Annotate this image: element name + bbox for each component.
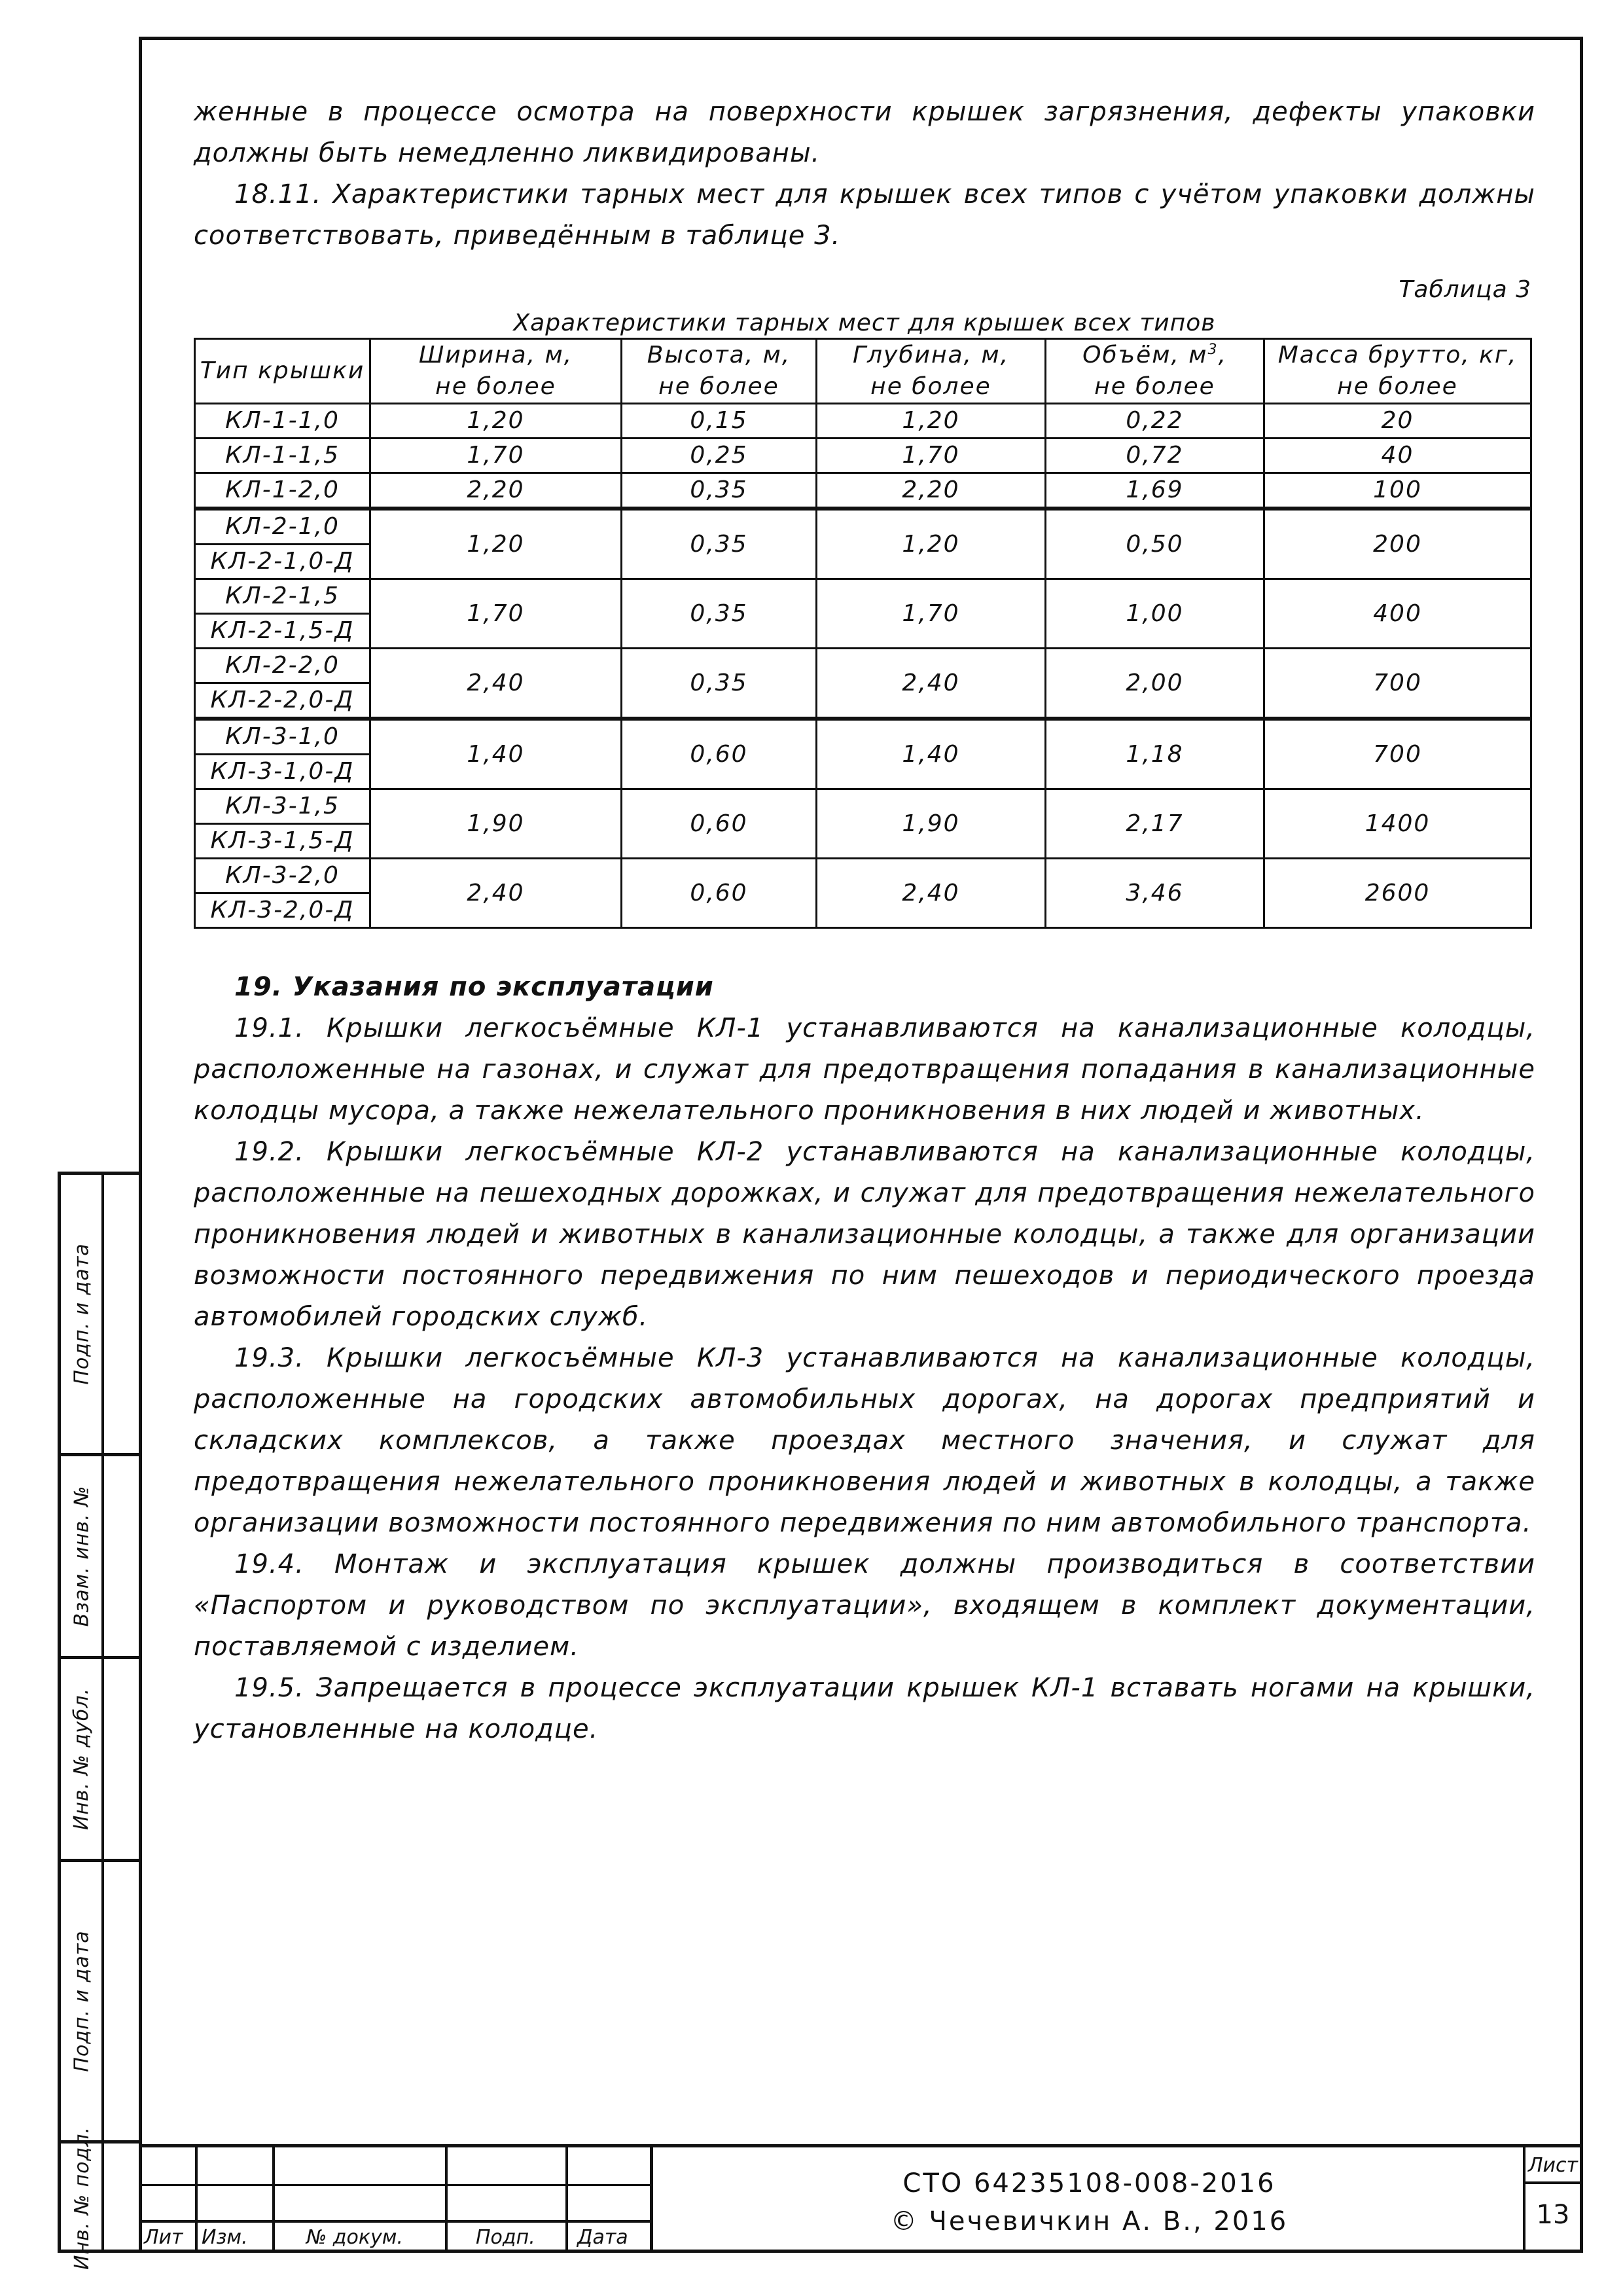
cell-type: КЛ-2-1,5-Д [195, 614, 370, 649]
table-row [195, 509, 1531, 545]
stamp-hline-2 [139, 2220, 652, 2223]
cell-type: КЛ-3-1,0 [195, 719, 370, 755]
cell-depth: 1,20 [817, 509, 1046, 579]
document-copyright: © Чечевичкин А. В., 2016 [890, 2206, 1289, 2236]
cell-volume: 3,46 [1046, 859, 1264, 928]
paragraph-19-4: 19.4. Монтаж и эксплуатация крышек должны производиться в соответствии «Паспортом и руководством по эксплуатации», входящем в комплект документации, поставляемой с изделием. [194, 1549, 1535, 1662]
cell-volume: 0,50 [1046, 509, 1264, 579]
cell-type: КЛ-2-1,0-Д [195, 545, 370, 579]
cell-type: КЛ-3-1,5 [195, 789, 370, 824]
cell-type: КЛ-1-1,5 [195, 439, 370, 473]
sheet-number: 13 [1536, 2200, 1570, 2230]
cell-height: 0,35 [622, 579, 817, 649]
paragraph-18-11: 18.11. Характеристики тарных мест для крышек всех типов с учётом упаковки должны соответствовать, приведённым в таблице 3. [194, 179, 1535, 251]
cell-type: КЛ-3-2,0-Д [195, 893, 370, 928]
stamp-vline-5 [650, 2147, 653, 2253]
side-label-sign-date-1: Подп. и дата [70, 1243, 94, 1385]
cell-width: 1,40 [370, 719, 622, 789]
stamp-hline-sheet [1523, 2181, 1583, 2184]
page-content [194, 92, 1535, 1750]
cell-mass: 700 [1264, 649, 1531, 719]
cell-mass: 1400 [1264, 789, 1531, 859]
side-cell-sign-date-1 [61, 1175, 142, 1456]
side-cell-inv-podl [61, 2126, 142, 2270]
cell-depth: 1,70 [817, 579, 1046, 649]
table-row [195, 859, 1531, 893]
cell-height: 0,25 [622, 439, 817, 473]
stamp-vline-3 [445, 2147, 448, 2253]
cell-width: 1,20 [370, 404, 622, 439]
cell-depth: 1,90 [817, 789, 1046, 859]
table-row [195, 404, 1531, 439]
cell-type: КЛ-3-1,5-Д [195, 824, 370, 859]
table-row [195, 789, 1531, 824]
cell-volume: 0,72 [1046, 439, 1264, 473]
cell-width: 2,40 [370, 649, 622, 719]
table-row [195, 579, 1531, 614]
document-code: СТО 64235108-008-2016 [902, 2168, 1276, 2198]
table-header-row [195, 339, 1531, 404]
cell-volume: 2,17 [1046, 789, 1264, 859]
cell-depth: 1,20 [817, 404, 1046, 439]
cell-depth: 2,20 [817, 473, 1046, 509]
title-block [139, 2144, 1583, 2253]
header-mass: Масса брутто, кг, не более [1264, 339, 1531, 404]
cell-width: 2,20 [370, 473, 622, 509]
cell-depth: 1,40 [817, 719, 1046, 789]
header-height: Высота, м, не более [622, 339, 817, 404]
header-width: Ширина, м, не более [370, 339, 622, 404]
cell-height: 0,35 [622, 649, 817, 719]
side-label-sign-date-2: Подп. и дата [70, 1930, 94, 2072]
cell-type: КЛ-3-2,0 [195, 859, 370, 893]
cell-type: КЛ-2-2,0-Д [195, 683, 370, 719]
cell-height: 0,35 [622, 473, 817, 509]
sheet-label: Лист [1527, 2154, 1578, 2177]
stamp-vline-4 [565, 2147, 568, 2253]
cell-height: 0,60 [622, 719, 817, 789]
header-volume: Объём, $м^3$, не более [1046, 339, 1264, 404]
stamp-label-doc-no: № докум. [306, 2226, 403, 2249]
table-row [195, 439, 1531, 473]
cell-mass: 100 [1264, 473, 1531, 509]
stamp-label-data: Дата [577, 2226, 628, 2249]
cell-volume: 0,22 [1046, 404, 1264, 439]
cell-volume: 1,18 [1046, 719, 1264, 789]
table-row [195, 473, 1531, 509]
side-cell-sign-date-2 [61, 1862, 142, 2144]
packaging-table [194, 338, 1532, 929]
cell-width: 1,20 [370, 509, 622, 579]
cell-type: КЛ-2-1,0 [195, 509, 370, 545]
stamp-label-lit: Лит [144, 2226, 183, 2249]
table-title: Характеристики тарных мест для крышек всех типов [513, 310, 1216, 336]
cell-volume: 1,00 [1046, 579, 1264, 649]
cell-mass: 400 [1264, 579, 1531, 649]
cell-mass: 20 [1264, 404, 1531, 439]
cell-width: 1,70 [370, 579, 622, 649]
stamp-label-podp: Подп. [476, 2226, 535, 2249]
cell-width: 2,40 [370, 859, 622, 928]
table-row [195, 719, 1531, 755]
header-depth: Глубина, м, не более [817, 339, 1046, 404]
cell-height: 0,15 [622, 404, 817, 439]
side-label-vzam-inv: Взам. инв. № [70, 1485, 94, 1627]
paragraph-19-2: 19.2. Крышки легкосъёмные КЛ-2 устанавливаются на канализационные колодцы, расположенные на пешеходных дорожках, и служат для предотвращения нежелательного проникновения людей и животных в канализационные колодцы, а также для организации возможности постоянного передвижения по ним пешеходов и периодического проезда автомобилей городских служб. [194, 1137, 1535, 1332]
table-number: Таблица 3 [1399, 276, 1531, 303]
paragraph-19-1: 19.1. Крышки легкосъёмные КЛ-1 устанавливаются на канализационные колодцы, расположенные на газонах, и служат для предотвращения попадания в канализационные колодцы мусора, а также нежелательного проникновения в них людей и животных. [194, 1013, 1535, 1126]
cell-height: 0,35 [622, 509, 817, 579]
stamp-vline-1 [195, 2147, 198, 2253]
cell-depth: 2,40 [817, 649, 1046, 719]
stamp-label-izm: Изм. [202, 2226, 248, 2249]
side-cell-vzam-inv [61, 1456, 142, 1659]
cell-mass: 2600 [1264, 859, 1531, 928]
intro-paragraph-continued: женные в процессе осмотра на поверхности крышек загрязнения, дефекты упаковки должны быть немедленно ликвидированы. [194, 97, 1535, 168]
cell-volume: 2,00 [1046, 649, 1264, 719]
cell-type: КЛ-3-1,0-Д [195, 755, 370, 789]
section-19-heading: 19. Указания по эксплуатации [234, 972, 714, 1002]
cell-type: КЛ-1-1,0 [195, 404, 370, 439]
table-row [195, 649, 1531, 683]
cell-type: КЛ-1-2,0 [195, 473, 370, 509]
cell-mass: 700 [1264, 719, 1531, 789]
paragraph-19-3: 19.3. Крышки легкосъёмные КЛ-3 устанавливаются на канализационные колодцы, расположенные на городских автомобильных дорогах, на дорогах предприятий и складских комплексов, а также проездах местного значения, и служат для предотвращения нежелательного проникновения людей и животных в колодцы, а также организации возможности постоянного передвижения по ним автомобильного транспорта. [194, 1343, 1535, 1538]
cell-depth: 1,70 [817, 439, 1046, 473]
cell-type: КЛ-2-1,5 [195, 579, 370, 614]
side-label-inv-dubl: Инв. № дубл. [70, 1687, 94, 1831]
stamp-vline-2 [272, 2147, 275, 2253]
cell-height: 0,60 [622, 789, 817, 859]
header-type: Тип крышки [195, 339, 370, 404]
side-strip [58, 1172, 139, 2270]
paragraph-19-5: 19.5. Запрещается в процессе эксплуатации крышек КЛ-1 вставать ногами на крышки, установленные на колодце. [194, 1673, 1535, 1744]
cell-depth: 2,40 [817, 859, 1046, 928]
cell-height: 0,60 [622, 859, 817, 928]
cell-mass: 200 [1264, 509, 1531, 579]
cell-type: КЛ-2-2,0 [195, 649, 370, 683]
cell-width: 1,90 [370, 789, 622, 859]
cell-volume: 1,69 [1046, 473, 1264, 509]
side-label-inv-podl: Инв. № подл. [70, 2126, 94, 2270]
cell-mass: 40 [1264, 439, 1531, 473]
side-cell-inv-dubl [61, 1659, 142, 1862]
stamp-hline-1 [139, 2184, 652, 2186]
cell-width: 1,70 [370, 439, 622, 473]
